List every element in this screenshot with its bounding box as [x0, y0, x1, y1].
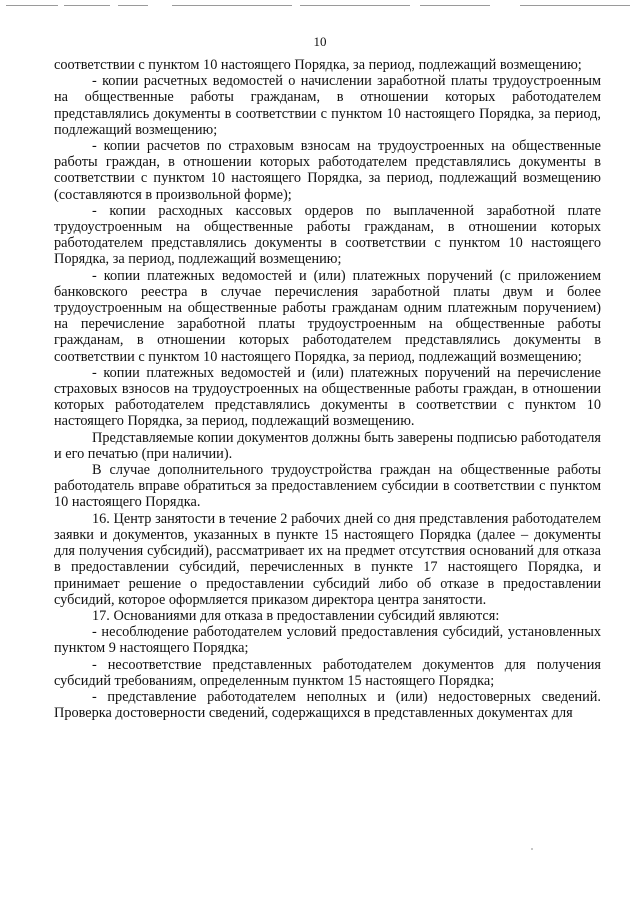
scan-edge-mark [64, 5, 110, 6]
paragraph: - представление работодателем неполных и (или) недостоверных сведений. Проверка достоверности сведений, содержащихся в представленных документах для [54, 688, 601, 722]
page-number: 10 [313, 34, 327, 49]
paragraph: Представляемые копии документов должны быть заверены подписью работодателя и его печатью (при наличии). [54, 429, 601, 462]
paragraph: - копии расчетных ведомостей о начислении заработной платы трудоустроенным на общественные работы гражданам, в отношении которых работодателем представлялись документы в соответствии с пунктом 10 настоящего Порядка, за период, подлежащий возмещению; [54, 73, 601, 138]
paragraph: - копии платежных ведомостей и (или) платежных поручений (с приложением банковского реестра в случае перечисления заработной платы двум и более трудоустроенным на общественные работы гражданам одним платежным поручением) на перечисление заработной платы трудоустроенным на общественные работы гражданам, в отношении которых работодателем представлялись документы в соответствии с пунктом 10 настоящего Порядка, за период, подлежащий возмещению; [54, 267, 601, 365]
scan-edge-mark [6, 5, 58, 6]
scan-speck [531, 848, 533, 850]
scan-edge-mark [118, 5, 148, 6]
paragraph: - копии расчетов по страховым взносам на трудоустроенных на общественные работы граждан, в отношении которых работодателем представлялись документы в соответствии с пунктом 10 настоящего Порядка, за период, подлежащий возмещению (составляются в произвольной форме); [54, 138, 601, 203]
document-body [54, 57, 601, 721]
paragraph: В случае дополнительного трудоустройства граждан на общественные работы работодатель вправе обратиться за предоставлением субсидии в соответствии с пунктом 10 настоящего Порядка. [54, 462, 601, 511]
scan-edge-mark [520, 5, 630, 6]
scan-edge-mark [420, 5, 490, 6]
paragraph: - несоответствие представленных работодателем документов для получения субсидий требованиям, определенным пунктом 15 настоящего Порядка; [54, 656, 601, 689]
paragraph: 17. Основаниями для отказа в предоставлении субсидий являются: [92, 607, 500, 624]
scan-edge-mark [300, 5, 410, 6]
paragraph: - копии платежных ведомостей и (или) платежных поручений на перечисление страховых взносов на трудоустроенных на общественные работы граждан, в отношении которых работодателем представлялись документы в соответствии с пунктом 10 настоящего Порядка, за период, подлежащий возмещению. [54, 364, 601, 430]
paragraph: - копии расходных кассовых ордеров по выплаченной заработной плате трудоустроенным на общественные работы гражданам, в отношении которых работодателем представлялись документы в соответствии с пунктом 10 настоящего Порядка, за период, подлежащий возмещению; [54, 202, 601, 268]
paragraph: - несоблюдение работодателем условий предоставления субсидий, установленных пунктом 9 настоящего Порядка; [54, 624, 601, 657]
paragraph: 16. Центр занятости в течение 2 рабочих дней со дня представления работодателем заявки и документов, указанных в пункте 15 настоящего Порядка (далее – документы для получения субсидий), рассматривает их на предмет отсутствия оснований для отказа в предоставлении субсидий, перечисленных в пункте 17 настоящего Порядка, и принимает решение о предоставлении субсидий либо об отказе в предоставлении субсидий, которое оформляется приказом директора центра занятости. [54, 510, 601, 608]
scan-edge-mark [172, 5, 292, 6]
paragraph: соответствии с пунктом 10 настоящего Порядка, за период, подлежащий возмещению; [54, 57, 582, 73]
